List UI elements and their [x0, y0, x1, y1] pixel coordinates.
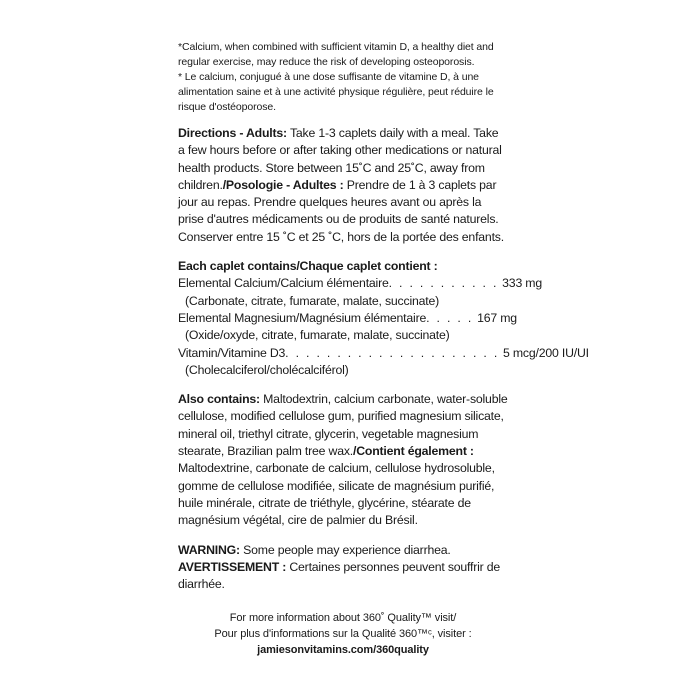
footer-url: jamiesonvitamins.com/360quality: [257, 644, 429, 657]
calcium-claim-fr: * Le calcium, conjugué à une dose suffisante de vitamine D, à une alimentation saine et à une activité physique régulière, peut réduire le risque d'ostéoporose.: [178, 71, 494, 113]
directions-fr-label: Posologie - Adultes :: [225, 177, 344, 192]
ingredient-amount: 333 mg: [502, 276, 542, 291]
also-contains-en-text: Maltodextrin, calcium carbonate, water-soluble cellulose, modified cellulose gum, purified magnesium silicate, mineral oil, triethyl citrate, glycerin, vegetable magnesium stearate, Brazilian palm tree wax.: [178, 392, 508, 459]
warning-section: [178, 542, 508, 594]
ingredient-amount: 167 mg: [477, 310, 517, 325]
directions-text: [178, 125, 508, 246]
calcium-claim: [178, 40, 508, 115]
also-contains-fr-text: Maltodextrine, carbonate de calcium, cellulose hydrosoluble, gomme de cellulose modifiée, silicate de magnésium purifié, huile minérale, citrate de triéthyle, glycérine, stéarate de magnésium végétal, cire de palmier du Brésil.: [178, 461, 495, 528]
label-panel: [178, 40, 589, 658]
directions-en-text: Take 1-3 caplets daily with a meal. Take a few hours before or after taking other medications or natural health products. Store between 15˚C and 25˚C, away from children.: [178, 126, 502, 192]
directions-en-label: Directions - Adults:: [178, 126, 287, 140]
calcium-claim-en: *Calcium, when combined with sufficient vitamin D, a healthy diet and regular exercise, may reduce the risk of developing osteoporosis.: [178, 41, 494, 68]
warning-en: [178, 542, 508, 559]
ingredients-heading: [178, 258, 508, 275]
ingredient-amount: 5 mcg/200 IU/UI: [503, 345, 589, 360]
directions-fr-text: Prendre de 1 à 3 caplets par jour au repas. Prendre quelques heures avant ou après la prise d'autres médicaments ou de produits de santé naturels. Conserver entre 15 ˚C et 25 ˚C, hors de la portée des enfants.: [178, 177, 504, 244]
footer-line-fr: Pour plus d'informations sur la Qualité 360™ᶜ, visiter :: [214, 628, 472, 641]
ingredient-source: (Oxide/oxyde, citrate, fumarate, malate, succinate): [185, 328, 450, 343]
warning-fr-text: Certaines personnes peuvent souffrir de diarrhée.: [178, 559, 501, 592]
footer-line-en: For more information about 360˚ Quality™ visit/: [229, 612, 457, 625]
warning-en-label: WARNING:: [178, 542, 240, 557]
also-contains-en-label: Also contains:: [178, 392, 260, 407]
ingredient-row-magnesium: [178, 310, 517, 327]
ingredients-heading-text: Each caplet contains/Chaque caplet contient :: [178, 259, 438, 274]
leader-dots: . . . . . . . . . . . . . . . . . . . . .: [285, 345, 500, 360]
directions-separator: /: [222, 177, 226, 192]
footer: [178, 610, 508, 658]
ingredient-source: (Carbonate, citrate, fumarate, malate, succinate): [185, 293, 440, 308]
leader-dots: . . . . . . . . . . .: [388, 276, 499, 291]
warning-en-text: Some people may experience diarrhea.: [239, 542, 451, 557]
warning-fr-label: AVERTISSEMENT :: [178, 559, 287, 574]
ingredient-row-calcium: [178, 275, 542, 292]
ingredient-row-vitamin-d3: [178, 345, 589, 362]
leader-dots: . . . . .: [426, 310, 474, 325]
directions-section: [178, 125, 508, 246]
ingredient-source: (Cholecalciferol/cholécalciférol): [185, 362, 349, 377]
also-contains-text: [178, 391, 508, 529]
ingredients-section: [178, 258, 589, 379]
also-contains-separator: /: [353, 444, 357, 459]
ingredient-name: Elemental Magnesium/Magnésium élémentaire: [178, 310, 427, 325]
warning-fr: [178, 559, 508, 594]
also-contains-section: [178, 391, 508, 529]
ingredient-name: Vitamin/Vitamine D3: [178, 345, 286, 360]
ingredient-name: Elemental Calcium/Calcium élémentaire: [178, 276, 389, 291]
also-contains-fr-label: Contient également :: [356, 444, 474, 459]
